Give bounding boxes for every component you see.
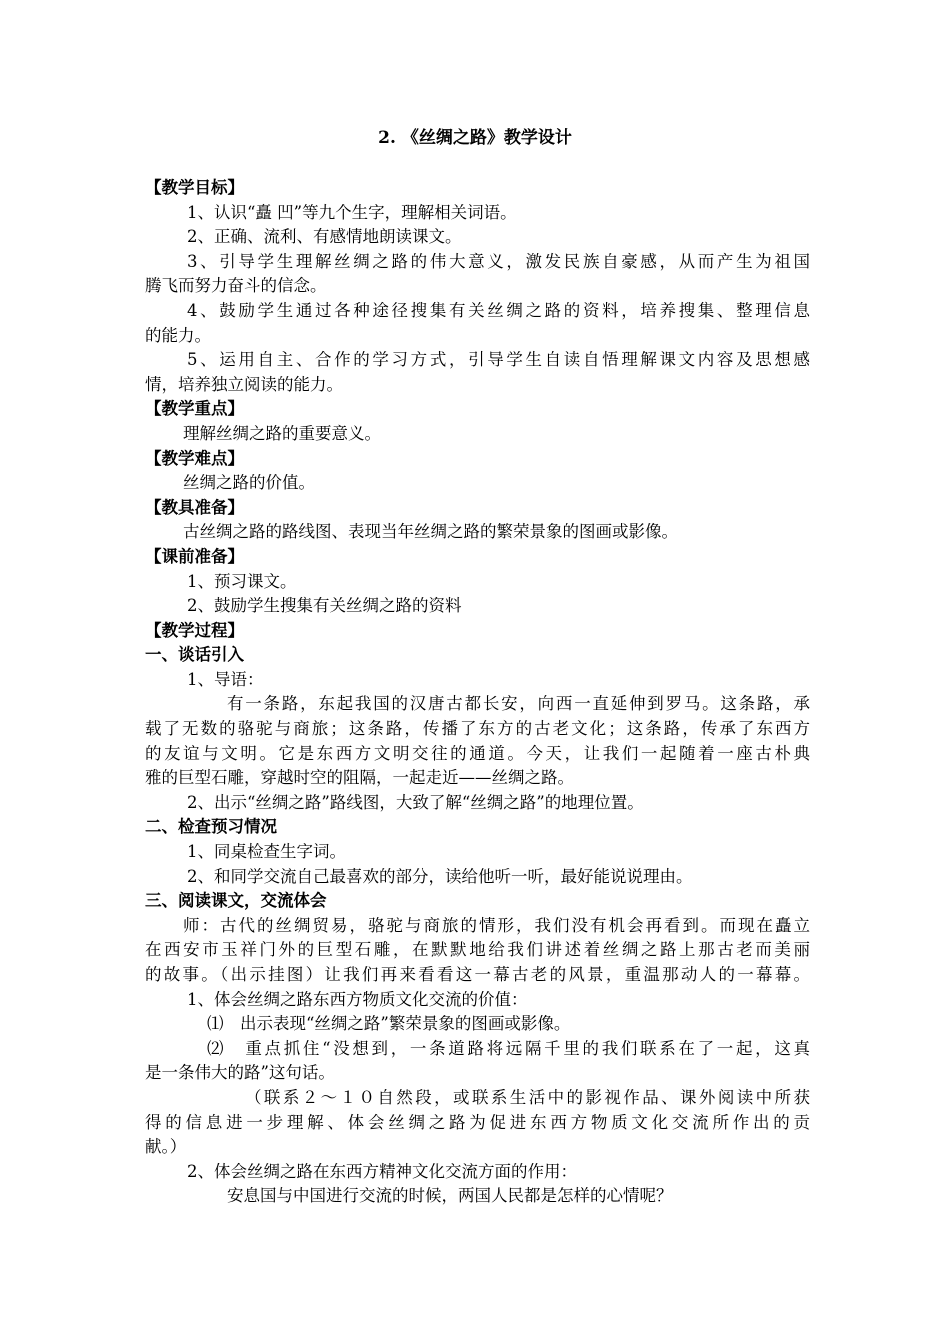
part-3-heading: 三、阅读课文，交流体会 — [145, 891, 327, 911]
sub-item-2-line-2: 是一条伟大的路”这句话。 — [145, 1063, 335, 1083]
tools-text: 古丝绸之路的路线图、表现当年丝绸之路的繁荣景象的图画或影像。 — [183, 522, 678, 542]
part-1-item-1: 1、导语： — [187, 669, 264, 689]
goal-item-5-line-1: 5、运用自主、合作的学习方式，引导学生自读自悟理解课文内容及思想感 — [187, 350, 810, 370]
prep-item-1: 1、预习课文。 — [187, 571, 297, 591]
section-heading-process: 【教学过程】 — [145, 620, 244, 640]
note-line-3: 献。） — [145, 1137, 187, 1157]
sub-item-1: ⑴ 出示表现“丝绸之路”繁荣景象的图画或影像。 — [207, 1014, 571, 1034]
intro-paragraph-line-2: 载了无数的骆驼与商旅；这条路，传播了东方的古老文化；这条路，传承了东西方 — [145, 719, 810, 739]
teacher-paragraph-line-3: 的故事。（出示挂图）让我们再来看看这一幕古老的风景，重温那动人的一幕幕。 — [145, 965, 810, 984]
goal-item-3-line-1: 3、引导学生理解丝绸之路的伟大意义，激发民族自豪感，从而产生为祖国 — [187, 251, 810, 271]
goal-item-5-line-2: 情，培养独立阅读的能力。 — [145, 374, 343, 394]
intro-paragraph-line-1: 有一条路，东起我国的汉唐古都长安，向西一直延伸到罗马。这条路，承 — [227, 694, 810, 714]
prep-item-2: 2、鼓励学生搜集有关丝绸之路的资料 — [187, 596, 462, 616]
document-title: 2. 《丝绸之路》教学设计 — [378, 128, 572, 148]
section-heading-prep: 【课前准备】 — [145, 546, 244, 566]
document-body — [145, 176, 810, 1209]
goal-item-3-line-2: 腾飞而努力奋斗的信念。 — [145, 276, 327, 296]
section-heading-tools: 【教具准备】 — [145, 497, 244, 517]
section-heading-difficulty: 【教学难点】 — [145, 448, 244, 468]
section-heading-key: 【教学重点】 — [145, 399, 244, 419]
note-line-1: （联系２～１０自然段，或联系生活中的影视作品、课外阅读中所获 — [245, 1087, 810, 1107]
part-3-item-1: 1、体会丝绸之路东西方物质文化交流的价值： — [187, 989, 528, 1009]
teacher-paragraph-line-1: 师：古代的丝绸贸易，骆驼与商旅的情形，我们没有机会再看到。而现在矗立 — [183, 915, 810, 935]
note-line-2: 得的信息进一步理解、体会丝绸之路为促进东西方物质文化交流所作出的贡 — [145, 1112, 810, 1132]
part-2-item-1: 1、同桌检查生字词。 — [187, 842, 346, 862]
goal-item-4-line-2: 的能力。 — [145, 325, 211, 345]
part-1-item-2: 2、出示“丝绸之路”路线图，大致了解“丝绸之路”的地理位置。 — [187, 792, 644, 812]
section-heading-goals: 【教学目标】 — [145, 178, 244, 197]
goal-item-2: 2、正确、流利、有感情地朗读课文。 — [187, 227, 462, 247]
part-3-item-2: 2、体会丝绸之路在东西方精神文化交流方面的作用： — [187, 1161, 577, 1181]
question-line: 安息国与中国进行交流的时候，两国人民都是怎样的心情呢？ — [227, 1186, 673, 1206]
key-point-text: 理解丝绸之路的重要意义。 — [183, 423, 381, 443]
goal-item-4-line-1: 4、鼓励学生通过各种途径搜集有关丝绸之路的资料，培养搜集、整理信息 — [187, 300, 810, 320]
intro-paragraph-line-4: 雅的巨型石雕，穿越时空的阻隔，一起走近——丝绸之路。 — [145, 768, 574, 788]
difficulty-text: 丝绸之路的价值。 — [183, 473, 315, 493]
teacher-paragraph-line-2: 在西安市玉祥门外的巨型石雕，在默默地给我们讲述着丝绸之路上那古老而美丽 — [145, 940, 810, 960]
part-1-heading: 一、谈话引入 — [145, 645, 244, 665]
sub-item-2-line-1: ⑵ 重点抓住“没想到，一条道路将远隔千里的我们联系在了一起，这真 — [207, 1038, 810, 1058]
goal-item-1: 1、认识“矗 凹”等九个生字，理解相关词语。 — [187, 202, 517, 222]
intro-paragraph-line-3: 的友谊与文明。它是东西方文明交往的通道。今天，让我们一起随着一座古朴典 — [145, 743, 810, 763]
part-2-heading: 二、检查预习情况 — [145, 817, 277, 837]
part-2-item-2: 2、和同学交流自己最喜欢的部分，读给他听一听，最好能说说理由。 — [187, 866, 693, 886]
